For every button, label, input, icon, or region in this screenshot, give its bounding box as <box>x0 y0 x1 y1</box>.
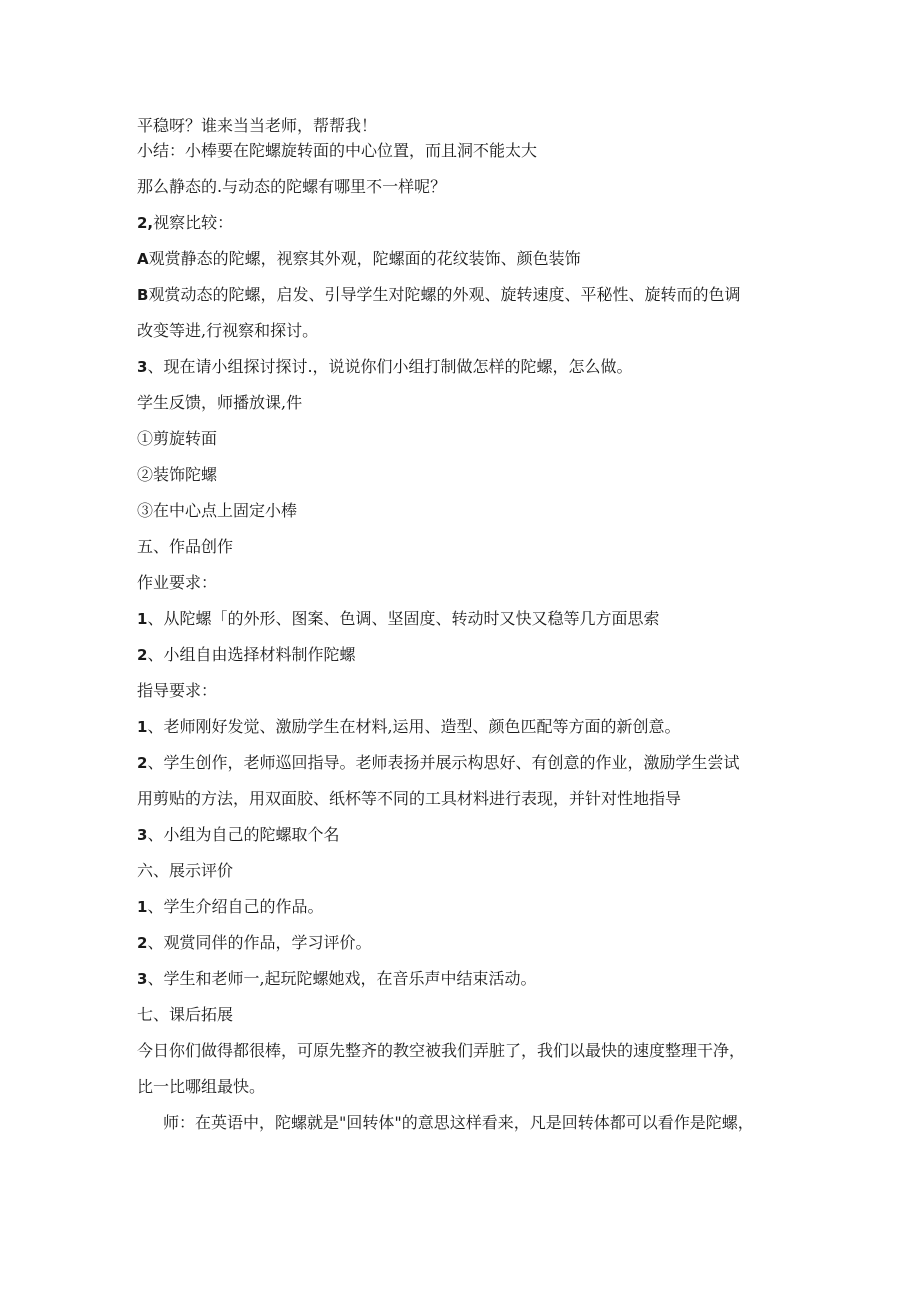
line-text: 、学生介绍自己的作品。 <box>147 897 324 916</box>
section-item <box>137 893 797 929</box>
text-line <box>137 1109 797 1145</box>
text-line <box>137 112 797 137</box>
section-item <box>137 641 797 677</box>
line-text: 改变等进,行视察和探讨。 <box>137 321 319 340</box>
item-number: 1 <box>137 610 148 628</box>
line-text: 师：在英语中，陀螺就是"回转体"的意思这样看来，凡是回转体都可以看作是陀螺， <box>163 1113 754 1132</box>
section-item <box>137 821 797 857</box>
section-item <box>137 965 797 1001</box>
item-number: 2 <box>137 754 148 772</box>
line-text: 、从陀螺「的外形、图案、色调、坚固度、转动时又快又稳等几方面思索 <box>147 609 660 628</box>
list-item <box>137 497 797 533</box>
line-text: 用剪贴的方法，用双面胶、纸杯等不同的工具材料进行表现，并针对性地指导 <box>137 789 682 808</box>
list-item <box>137 461 797 497</box>
section-item <box>137 281 797 317</box>
list-item <box>137 425 797 461</box>
document-body <box>137 112 797 1145</box>
text-line <box>137 1073 797 1109</box>
line-text: 平稳呀？谁来当当老师，帮帮我！ <box>137 116 378 135</box>
section-item <box>137 605 797 641</box>
item-number: 3 <box>137 826 148 844</box>
text-line <box>137 569 797 605</box>
item-number: 2 <box>137 646 148 664</box>
line-text: 、小组自由选择材料制作陀螺 <box>147 645 356 664</box>
line-text: 指导要求： <box>137 681 218 700</box>
line-text: 六、展示评价 <box>137 861 234 880</box>
line-text: 观赏动态的陀螺，启发、引导学生对陀螺的外观、旋转速度、平秘性、旋转而的色调 <box>148 285 741 304</box>
item-letter: A <box>137 250 149 268</box>
section-item <box>137 749 797 785</box>
line-text: 作业要求： <box>137 573 218 592</box>
line-text: 、观赏同伴的作品，学习评价。 <box>147 933 372 952</box>
item-number: 3 <box>137 970 148 988</box>
line-text: 学生反馈，师播放课,件 <box>137 393 303 412</box>
line-text: 、学生和老师一,起玩陀螺她戏，在音乐声中结束活动。 <box>147 969 537 988</box>
line-text: 那么静态的.与动态的陀螺有哪里不一样呢？ <box>137 177 447 196</box>
line-text: 、老师刚好发觉、激励学生在材料,运用、造型、颜色匹配等方面的新创意。 <box>147 717 681 736</box>
line-text: ③在中心点上固定小棒 <box>137 501 298 520</box>
line-text: 、小组为自己的陀螺取个名 <box>147 825 340 844</box>
text-line <box>137 173 797 209</box>
line-text: 视察比较： <box>153 213 234 232</box>
item-number: 2 <box>137 934 148 952</box>
line-text: 、学生创作，老师巡回指导。老师表扬并展示构思好、有创意的作业，激励学生尝试 <box>147 753 740 772</box>
section-heading <box>137 857 797 893</box>
text-line <box>137 389 797 425</box>
section-item <box>137 353 797 389</box>
item-number: 1 <box>137 718 148 736</box>
line-text: 比一比哪组最快。 <box>137 1077 266 1096</box>
text-line <box>137 785 797 821</box>
section-heading <box>137 533 797 569</box>
text-line <box>137 137 797 173</box>
line-text: 、现在请小组探讨探讨.，说说你们小组打制做怎样的陀螺，怎么做。 <box>147 357 633 376</box>
section-heading <box>137 1001 797 1037</box>
line-text: 五、作品创作 <box>137 537 234 556</box>
item-number: 1 <box>137 898 148 916</box>
item-letter: B <box>137 286 149 304</box>
section-item <box>137 209 797 245</box>
section-item <box>137 929 797 965</box>
section-item <box>137 245 797 281</box>
section-item <box>137 713 797 749</box>
text-line <box>137 317 797 353</box>
item-number: 3 <box>137 358 148 376</box>
line-text: 小结：小棒要在陀螺旋转面的中心位置，而且洞不能太大 <box>137 141 538 160</box>
text-line <box>137 1037 797 1073</box>
line-text: 今日你们做得都很棒，可原先整齐的教空被我们弄脏了，我们以最快的速度整理干净， <box>137 1041 746 1060</box>
text-line <box>137 677 797 713</box>
line-text: 七、课后拓展 <box>137 1005 234 1024</box>
line-text: ②装饰陀螺 <box>137 465 218 484</box>
line-text: ①剪旋转面 <box>137 429 218 448</box>
item-number: 2, <box>137 214 154 232</box>
line-text: 观赏静态的陀螺，视察其外观，陀螺面的花纹装饰、颜色装饰 <box>148 249 581 268</box>
